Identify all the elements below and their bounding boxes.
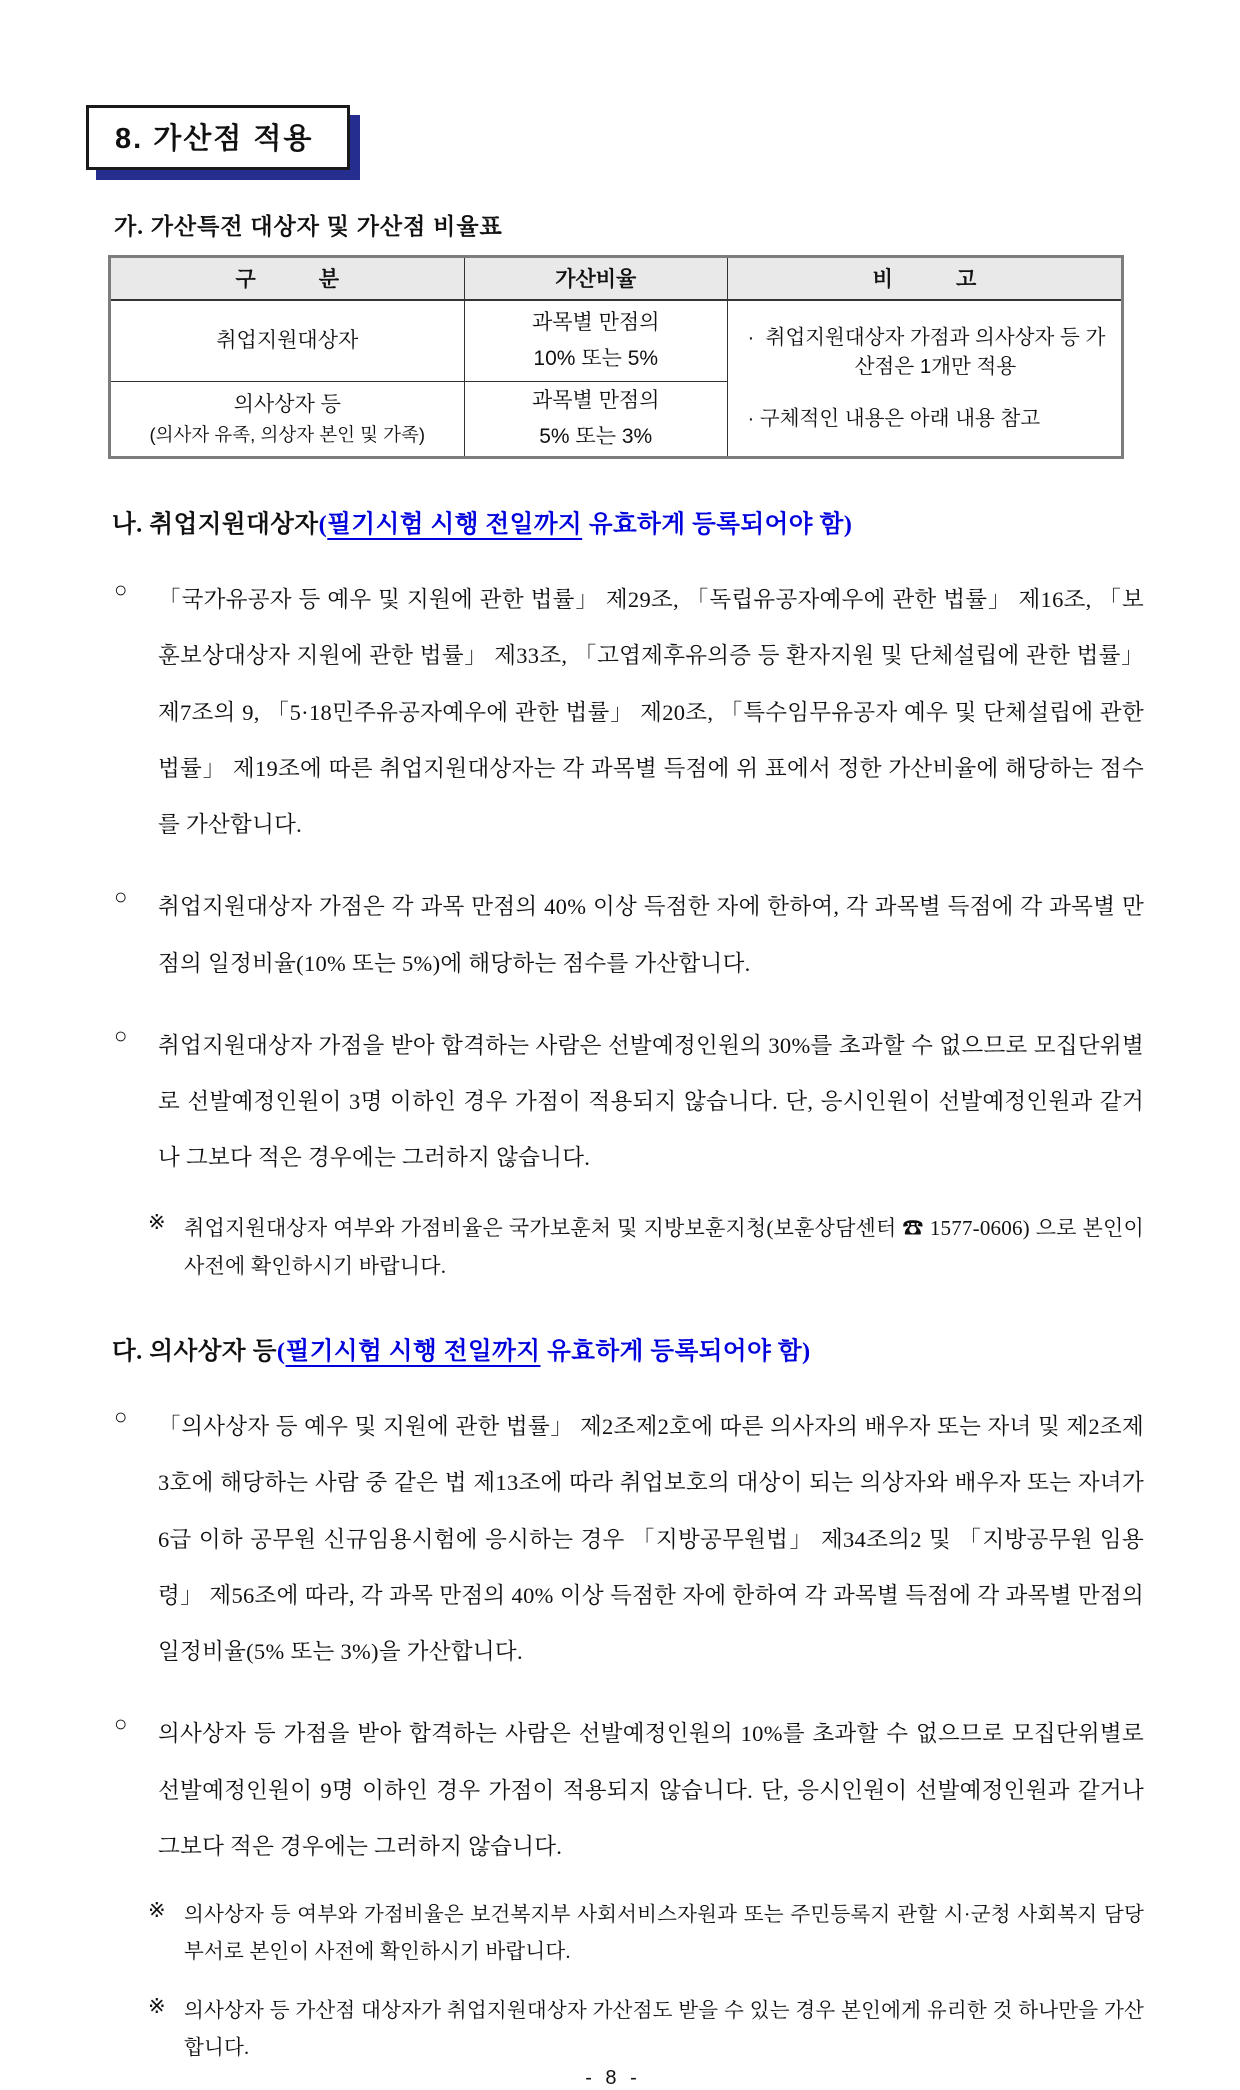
dot-bullet: · (747, 407, 755, 431)
bullet-text: 취업지원대상자 가점을 받아 합격하는 사람은 선발예정인원의 30%를 초과할 수 없으므로 모집단위별로 선발예정인원이 3명 이하인 경우 가점이 적용되지 않습니다. 단, 응시인원이 선발예정인원과 같거나 그보다 적은 경우에는 그러하지 않습니다. (158, 1032, 1144, 1171)
reference-mark: ※ (148, 1209, 166, 1234)
circle-bullet: ○ (114, 1404, 128, 1430)
dot-bullet: · (747, 325, 755, 349)
col-header-ratio: 가산비율 (464, 257, 727, 300)
ratio-line: 과목별 만점의 (531, 389, 660, 413)
heading-da-prefix: 다. 의사상자 등 (112, 1338, 277, 1366)
heading-na-underlined: 필기시험 시행 전일까지 (327, 511, 583, 538)
circle-bullet: ○ (114, 577, 128, 602)
page-number: - 8 - (585, 2066, 641, 2089)
remark-item (742, 323, 1111, 382)
bullet-item (114, 1018, 1144, 1187)
note-text: 의사상자 등 가산점 대상자가 취업지원대상자 가산점도 받을 수 있는 경우 본인에게 유리한 것 하나만을 가산합니다. (184, 1999, 1144, 2059)
category-employment-support: 취업지원대상자 (216, 329, 359, 352)
bullet-item (114, 1706, 1144, 1875)
heading-na-prefix: 나. 취업지원대상자 (112, 511, 319, 538)
col-header-remark: 비 고 (727, 257, 1122, 300)
circle-bullet: ○ (114, 1711, 128, 1737)
table-header-row (110, 257, 1123, 300)
heading-da-rest: 유효하게 등록되어야 함) (540, 1338, 811, 1366)
page-title: 8. 가산점 적용 (115, 123, 314, 155)
remarks-cell (727, 300, 1122, 458)
paren-open: ( (276, 1338, 286, 1366)
bonus-ratio-table (108, 255, 1124, 459)
category-rescuers-sub: (의사자 유족, 의상자 본인 및 가족) (149, 423, 426, 445)
note-item (148, 1897, 1144, 1971)
bullet-text: 의사상자 등 가점을 받아 합격하는 사람은 선발예정인원의 10%를 초과할 수 없으므로 모집단위별로 선발예정인원이 9명 이하인 경우 가점이 적용되지 않습니다. 단, 응시인원이 선발예정인원과 같거나 그보다 적은 경우에는 그러하지 않습니다. (158, 1721, 1144, 1859)
bullet-text: 「국가유공자 등 예우 및 지원에 관한 법률」 제29조, 「독립유공자예우에 관한 법률」 제16조, 「보훈보상대상자 지원에 관한 법률」 제33조, 「고엽제후유의증 등 환자지원 및 단체설립에 관한 법률」 제7조의 9, 「5·18민주유공자예우에 관한 법률」 제20조, 「특수임무유공자 예우 및 단체설립에 관한 법률」 제19조에 따른 취업지원대상자는 각 과목별 득점에 위 표에서 정한 가산비율에 해당하는 점수를 가산합니다. (158, 587, 1144, 837)
section-title-box (86, 105, 350, 170)
circle-bullet: ○ (114, 1022, 128, 1048)
bullet-item (114, 879, 1144, 992)
heading-ga: 가. 가산특전 대상자 및 가산점 비율표 (114, 214, 503, 239)
note-item (148, 1993, 1144, 2067)
reference-mark: ※ (148, 1993, 166, 2018)
reference-mark: ※ (148, 1898, 166, 1923)
remark-text: 취업지원대상자 가점과 의사상자 등 가산점은 1개만 적용 (765, 325, 1106, 379)
heading-da-underlined: 필기시험 시행 전일까지 (285, 1338, 541, 1366)
paren-open: ( (318, 511, 328, 538)
bullet-item (114, 572, 1144, 853)
remark-item (742, 404, 1111, 434)
note-item (148, 1209, 1144, 1287)
circle-bullet: ○ (114, 884, 128, 910)
bullet-text: 취업지원대상자 가점은 각 과목 만점의 40% 이상 득점한 자에 한하여, 각 과목별 득점에 각 과목별 만점의 일정비율(10% 또는 5%)에 해당하는 점수를 가산합니다. (158, 894, 1144, 976)
heading-na-rest: 유효하게 등록되어야 함) (582, 511, 853, 538)
category-rescuers: 의사상자 등 (233, 393, 341, 417)
remark-text: 구체적인 내용은 아래 내용 참고 (759, 407, 1041, 431)
ratio-line: 10% 또는 5% (533, 346, 659, 370)
ratio-line: 5% 또는 3% (539, 425, 653, 448)
heading-da (112, 1332, 1140, 1367)
bullet-text: 「의사상자 등 예우 및 지원에 관한 법률」 제2조제2호에 따른 의사자의 배우자 또는 자녀 및 제2조제3호에 해당하는 사람 중 같은 법 제13조에 따라 취업보호의 대상이 되는 의상자와 배우자 또는 자녀가 6급 이하 공무원 신규임용시험에 응시하는 경우 「지방공무원법」 제34조의2 및 「지방공무원 임용령」 제56조에 따라, 각 과목 만점의 40% 이상 득점한 자에 한하여 각 과목별 득점에 각 과목별 만점의 일정비율(5% 또는 3%)을 가산합니다. (158, 1414, 1144, 1665)
col-header-category: 구 분 (110, 257, 465, 300)
ratio-line: 과목별 만점의 (531, 311, 660, 335)
note-text: 취업지원대상자 여부와 가점비율은 국가보훈처 및 지방보훈지청(보훈상담센터 ☎ 1577-0606) 으로 본인이 사전에 확인하시기 바랍니다. (184, 1215, 1144, 1279)
table-row (110, 300, 1123, 382)
note-text: 의사상자 등 여부와 가점비율은 보건복지부 사회서비스자원과 또는 주민등록지 관할 시·군청 사회복지 담당부서로 본인이 사전에 확인하시기 바랍니다. (184, 1904, 1144, 1964)
bullet-item (114, 1399, 1144, 1680)
heading-na (112, 505, 1140, 540)
